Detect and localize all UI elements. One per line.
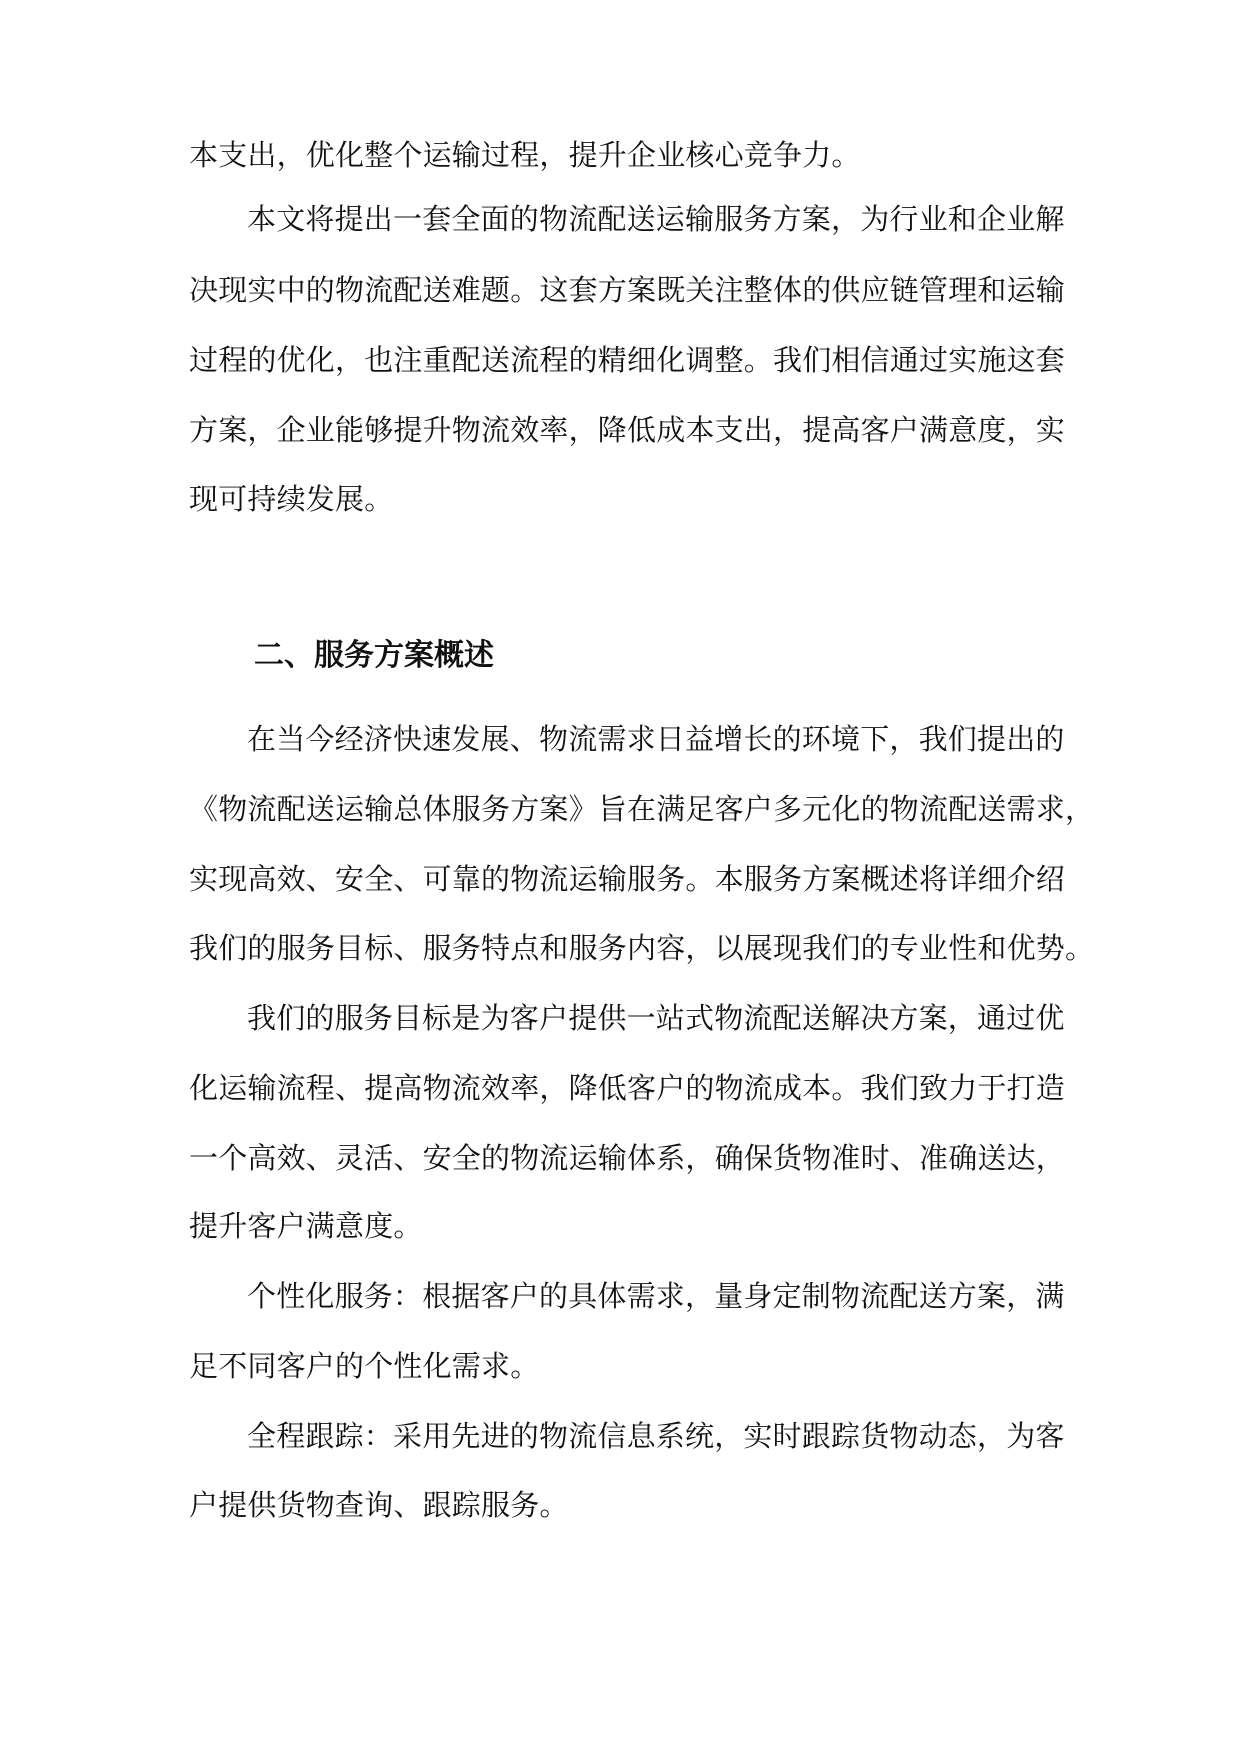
paragraph-continuation-line-1: 本支出，优化整个运输过程，提升企业核心竞争力。 bbox=[189, 138, 861, 172]
paragraph-overview-line-3: 实现高效、安全、可靠的物流运输服务。本服务方案概述将详细介绍 bbox=[189, 862, 1066, 896]
paragraph-goal-line-2: 化运输流程、提高物流效率，降低客户的物流成本。我们致力于打造 bbox=[189, 1071, 1066, 1105]
paragraph-intro-line-2: 决现实中的物流配送难题。这套方案既关注整体的供应链管理和运输 bbox=[189, 273, 1066, 307]
paragraph-overview-line-2: 《物流配送运输总体服务方案》旨在满足客户多元化的物流配送需求， bbox=[189, 792, 1095, 826]
paragraph-personalized-line-2: 足不同客户的个性化需求。 bbox=[189, 1349, 540, 1383]
paragraph-intro-line-5: 现可持续发展。 bbox=[189, 482, 394, 516]
paragraph-intro-line-1: 本文将提出一套全面的物流配送运输服务方案，为行业和企业解 bbox=[247, 202, 1065, 236]
paragraph-tracking-line-2: 户提供货物查询、跟踪服务。 bbox=[189, 1488, 569, 1522]
paragraph-overview-line-1: 在当今经济快速发展、物流需求日益增长的环境下，我们提出的 bbox=[247, 722, 1065, 756]
section-heading: 二、服务方案概述 bbox=[254, 638, 494, 673]
paragraph-intro-line-4: 方案，企业能够提升物流效率，降低成本支出，提高客户满意度，实 bbox=[189, 413, 1066, 447]
paragraph-intro-line-3: 过程的优化，也注重配送流程的精细化调整。我们相信通过实施这套 bbox=[189, 343, 1066, 377]
paragraph-goal-line-1: 我们的服务目标是为客户提供一站式物流配送解决方案，通过优 bbox=[247, 1001, 1065, 1035]
paragraph-personalized-line-1: 个性化服务：根据客户的具体需求，量身定制物流配送方案，满 bbox=[247, 1279, 1065, 1313]
paragraph-tracking-line-1: 全程跟踪：采用先进的物流信息系统，实时跟踪货物动态，为客 bbox=[247, 1419, 1065, 1453]
paragraph-overview-line-4: 我们的服务目标、服务特点和服务内容，以展现我们的专业性和优势。 bbox=[189, 931, 1095, 965]
paragraph-goal-line-4: 提升客户满意度。 bbox=[189, 1209, 423, 1243]
paragraph-goal-line-3: 一个高效、灵活、安全的物流运输体系，确保货物准时、准确送达， bbox=[189, 1141, 1066, 1175]
